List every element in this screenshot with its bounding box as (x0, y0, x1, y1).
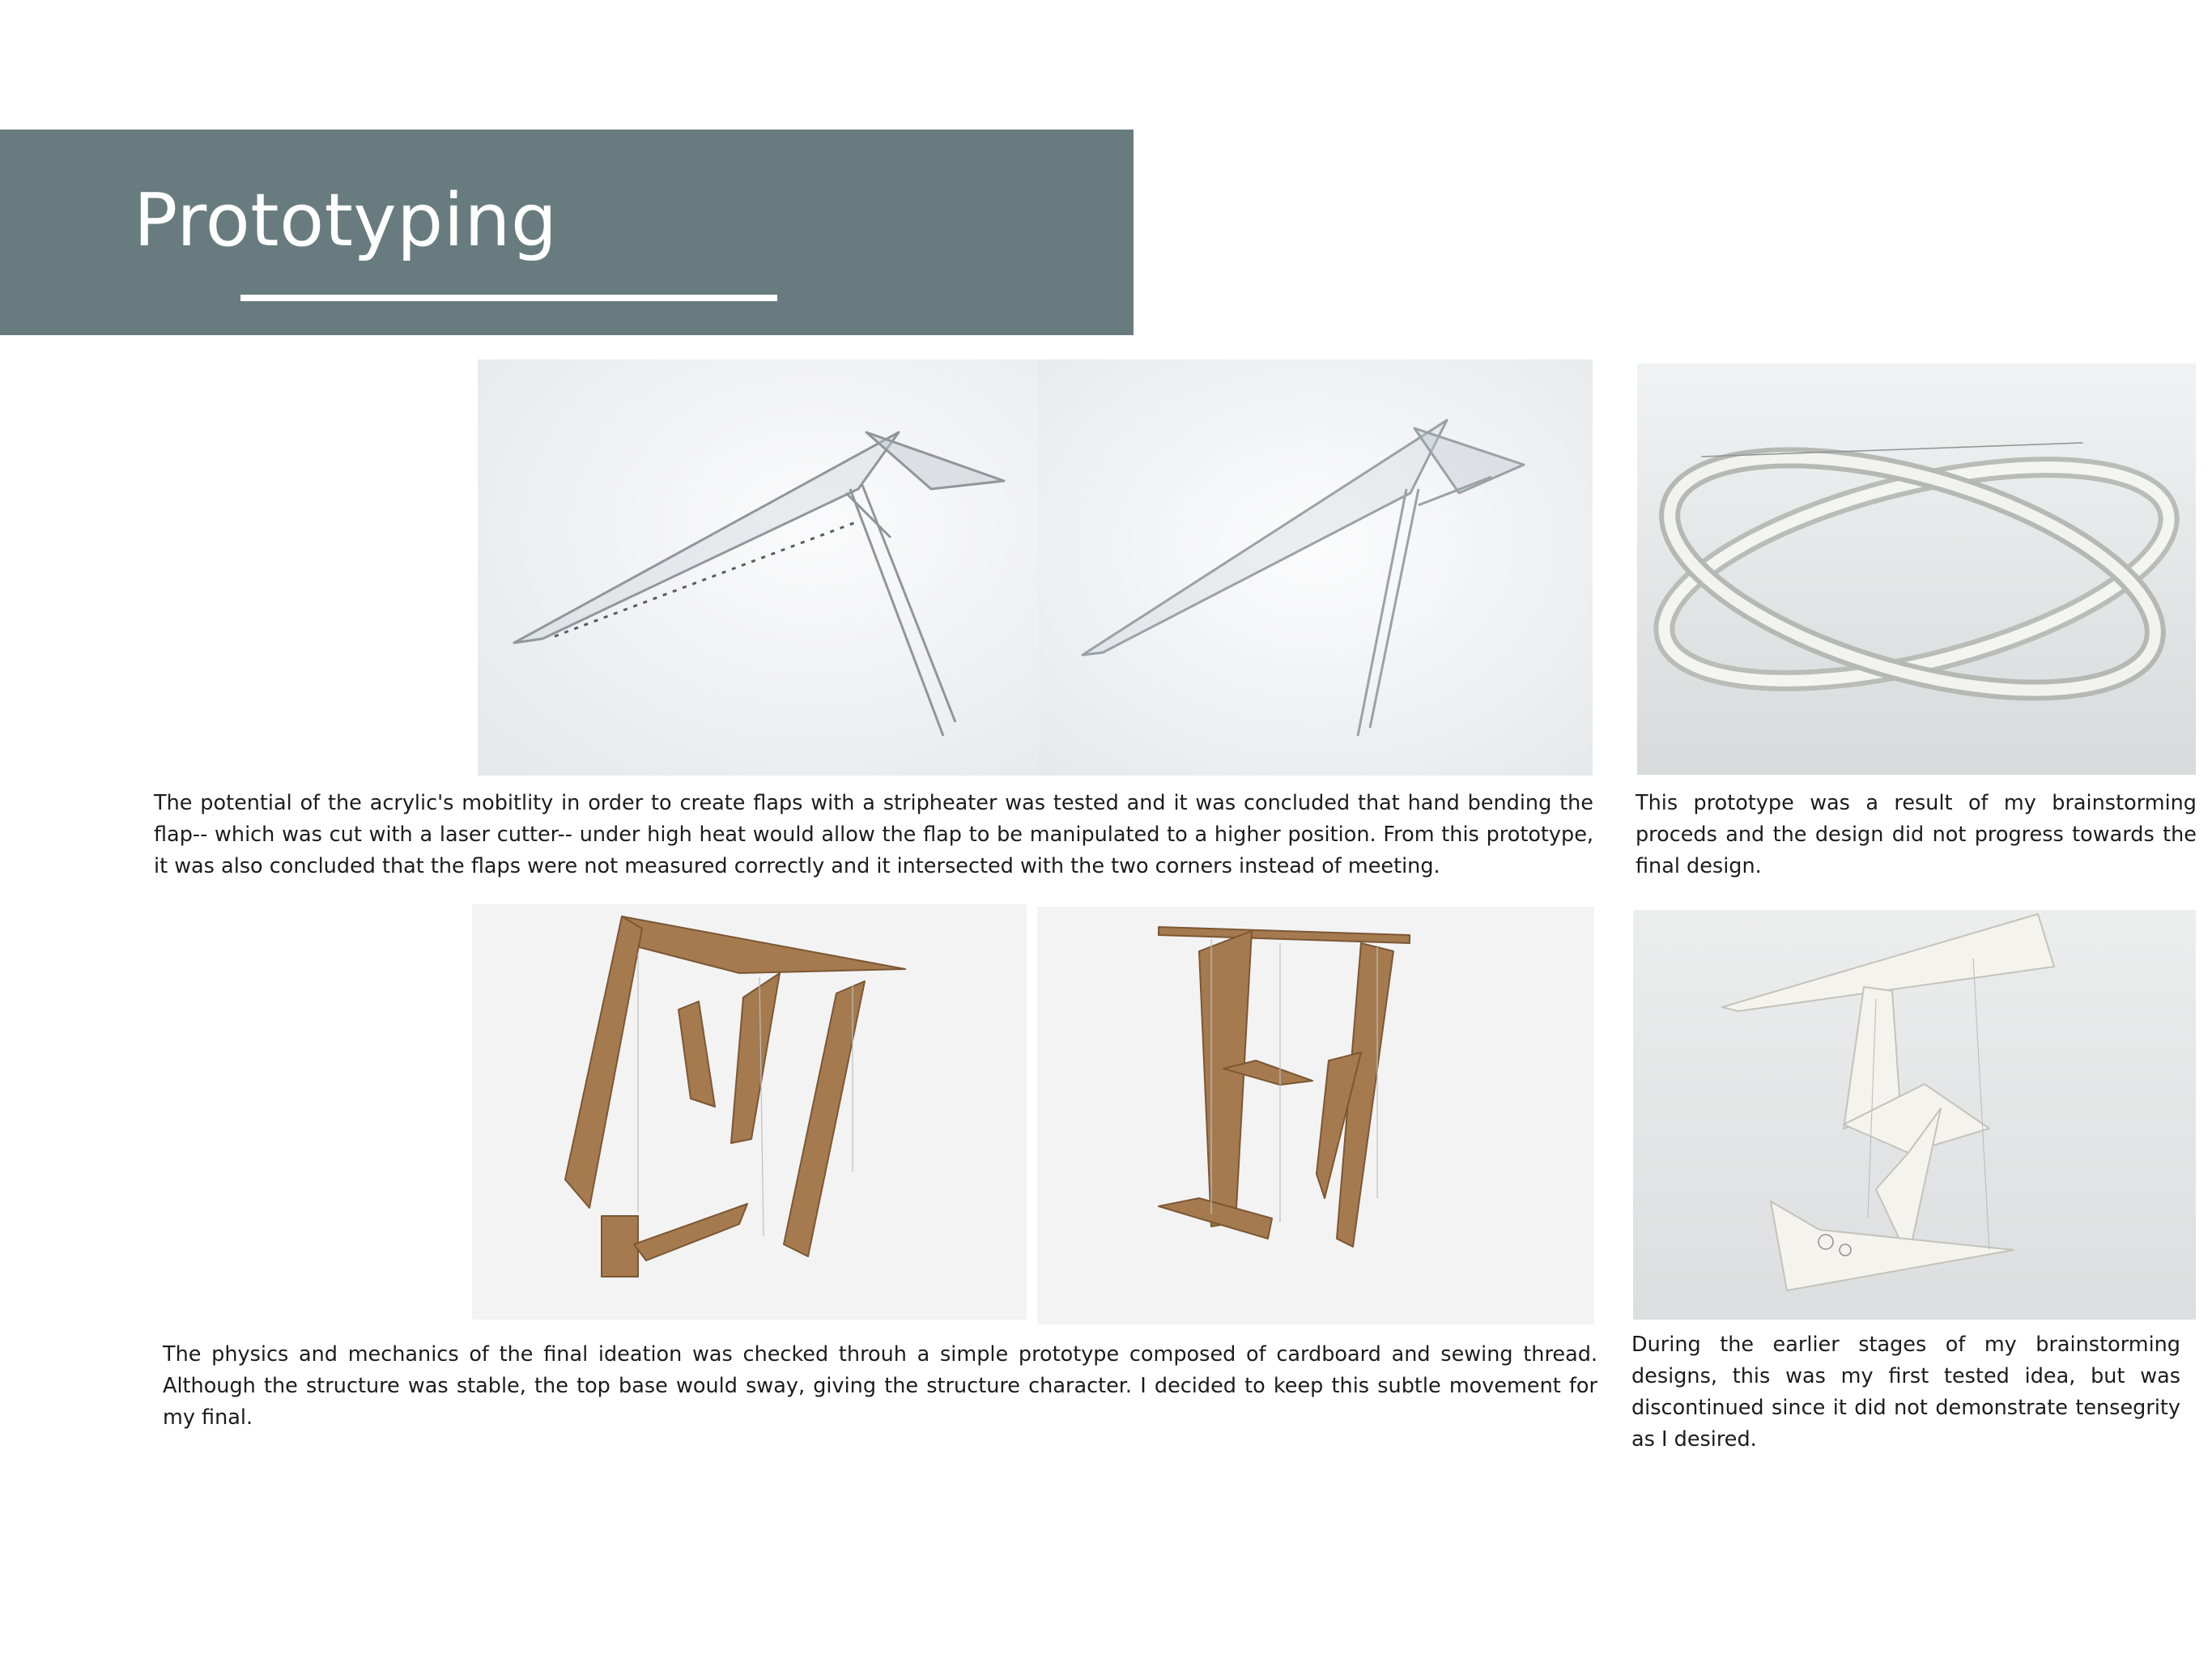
ring-prototype-photo (1637, 363, 2196, 775)
cardboard-side-photo (1037, 907, 1594, 1324)
cardboard-front-photo (472, 904, 1027, 1320)
cardboard-caption: The physics and mechanics of the final ideation was checked throuh a simple prototype composed of cardboard and sewing thread. Although the structure was stable, the top base would sway, giving the structure character. I decided to keep this subtle movement for my final. (163, 1342, 1597, 1430)
paper-prototype-photo (1633, 910, 2196, 1320)
acrylic-front-photo (478, 359, 1038, 776)
paper-caption: During the earlier stages of my brainstorming designs, this was my first tested idea, but was discontinued since it did not demonstrate tensegrity as I desired. (1631, 1333, 2180, 1452)
ring-caption: This prototype was a result of my brainstorming proceds and the design did not progress towards the final design. (1636, 791, 2197, 878)
acrylic-caption: The potential of the acrylic's mobitlity in order to create flaps with a stripheater was tested and it was concluded that hand bending the flap-- which was cut with a laser cutter-- under high heat would allow the flap to be manipulated to a higher position. From this prototype, it was also concluded that the flaps were not measured correctly and it intersected with the two corners instead of meeting. (154, 791, 1593, 878)
page-title: Prototyping (134, 178, 558, 263)
title-underline (240, 295, 777, 301)
acrylic-side-photo (1038, 359, 1593, 776)
